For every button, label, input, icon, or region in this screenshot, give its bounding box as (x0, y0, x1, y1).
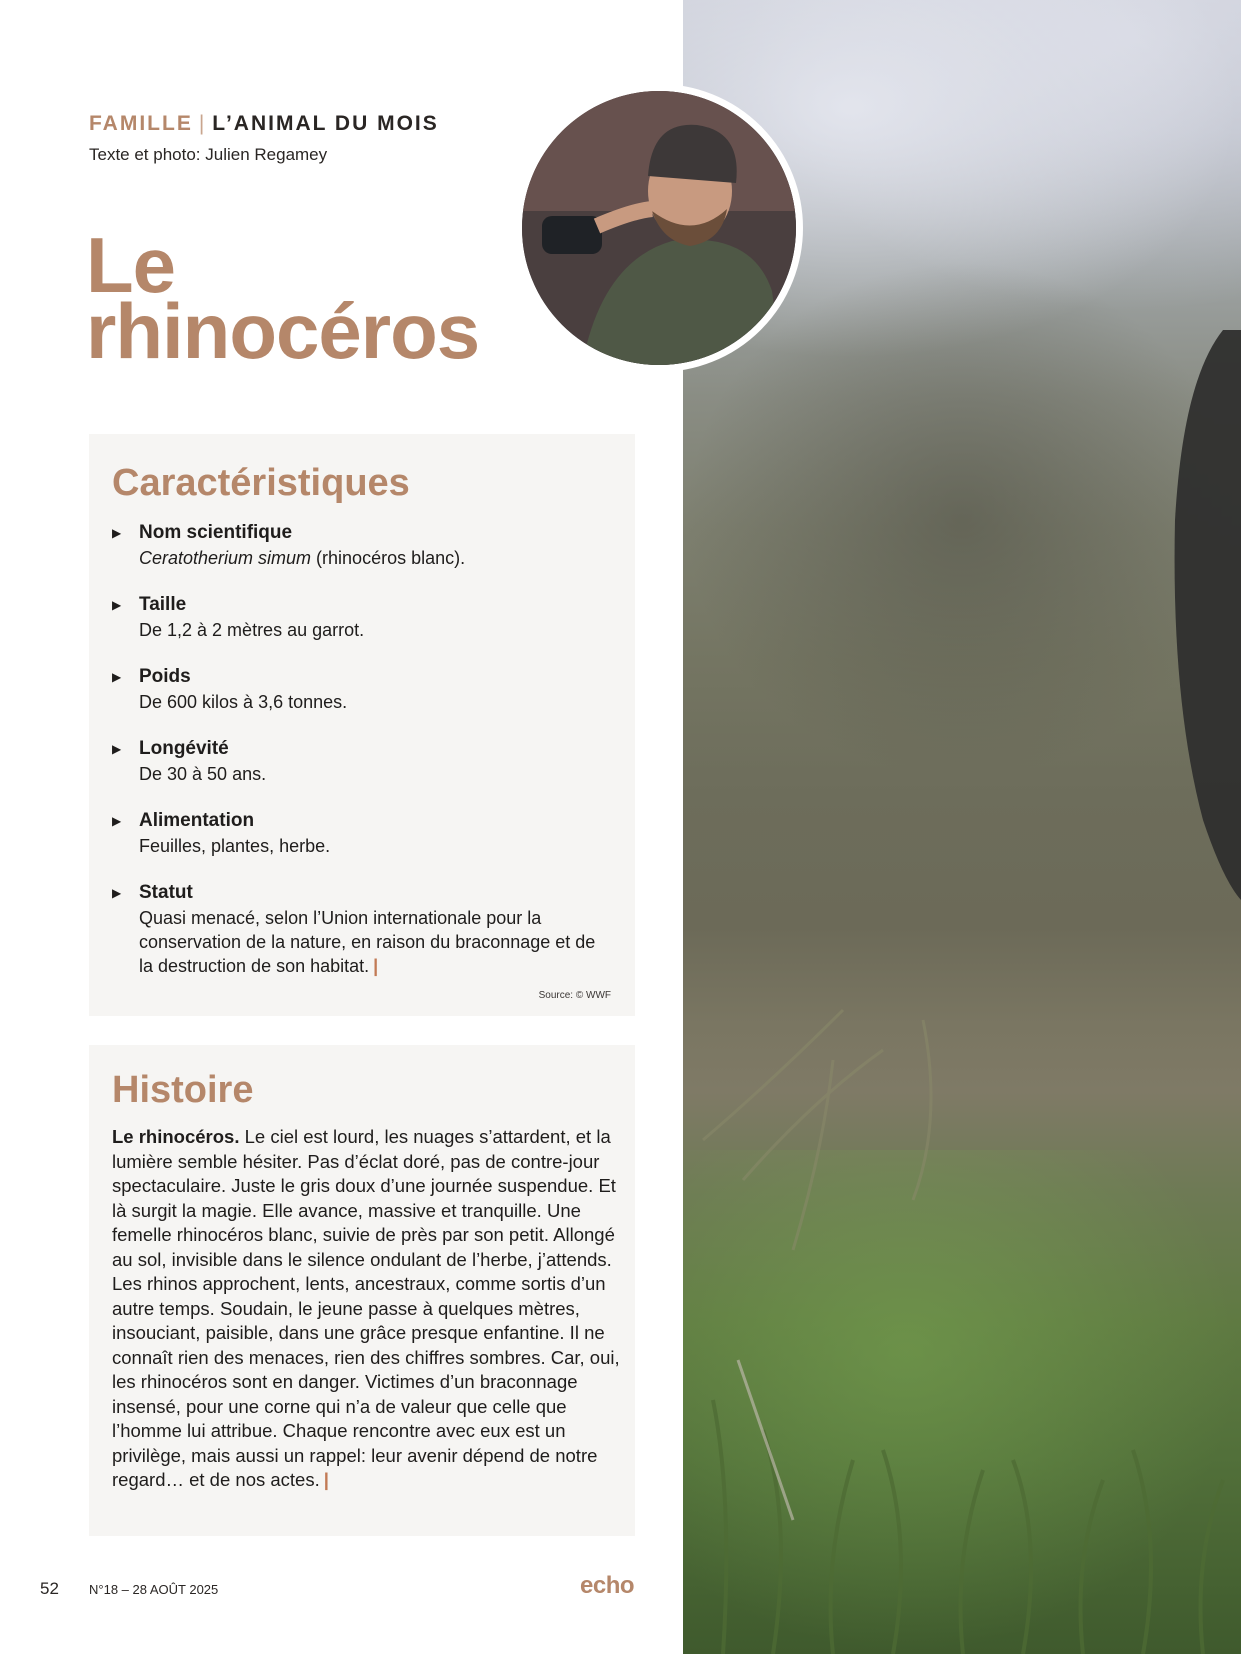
fact-text: De 600 kilos à 3,6 tonnes. (139, 692, 348, 712)
issue-info: N°18 – 28 AOÛT 2025 (89, 1582, 219, 1597)
history-text (112, 1125, 622, 1493)
fact-text-rest: (rhinocéros blanc). (311, 548, 466, 568)
fact-text: Feuilles, plantes, herbe. (139, 836, 331, 856)
source-credit: Source: © WWF (538, 990, 611, 1001)
fact-text (139, 546, 609, 570)
status-text: Quasi menacé, selon l’Union internationale pour la conservation de la nature, en raison du braconnage et de la destruction de son habitat. (139, 908, 596, 976)
section-label: FAMILLE (89, 112, 193, 135)
fact-label: Alimentation (139, 810, 255, 831)
fact-text (139, 906, 609, 978)
characteristics-heading: Caractéristiques (112, 462, 410, 504)
end-mark: | (323, 1469, 329, 1490)
page-number: 52 (40, 1579, 59, 1598)
end-mark: | (373, 956, 379, 976)
fact-label: Nom scientifique (139, 522, 293, 543)
history-body: Le ciel est lourd, les nuages s’attardent, et la lumière semble hésiter. Pas d’éclat doré, pas de contre-jour spectaculaire. Juste le gris doux d’une journée suspendue. Et là surgit la magie. Elle avance, massive et tranquille. Une femelle rhinocéros blanc, suivie de près par son petit. Allongé au sol, invisible dans le silence ondulant de l’herbe, j’attends. Les rhinos approchent, lents, ancestraux, comme sortis d’un autre temps. Soudain, le jeune passe à quelques mètres, insouciant, paisible, dans une grâce presque enfantine. Il ne connaît rien des menaces, rien des chiffres sombres. Car, oui, les rhinocéros sont en danger. Victimes d’un braconnage insensé, pour une corne qui n’a de valeur que celle que l’homme lui attribue. Chaque rencontre avec eux est un privilège, mais aussi un rappel: leur avenir dépend de notre regard… et de nos actes. (112, 1126, 620, 1490)
section-kicker (89, 112, 439, 136)
fact-label: Taille (139, 594, 187, 615)
scientific-name: Ceratotherium simum (139, 548, 312, 568)
characteristics-box (89, 434, 635, 1016)
history-box (89, 1045, 635, 1536)
echo-logo: echo (580, 1572, 635, 1599)
history-heading: Histoire (112, 1069, 254, 1111)
triangle-bullet-icon: ▶ (112, 598, 122, 612)
fact-label: Longévité (139, 738, 229, 759)
history-lead: Le rhinocéros. (112, 1126, 240, 1147)
triangle-bullet-icon: ▶ (112, 742, 122, 756)
fact-label: Poids (139, 666, 191, 687)
triangle-bullet-icon: ▶ (112, 670, 122, 684)
triangle-bullet-icon: ▶ (112, 814, 122, 828)
fact-label: Statut (139, 882, 193, 903)
kicker-separator: | (198, 112, 207, 135)
triangle-bullet-icon: ▶ (112, 526, 122, 540)
triangle-bullet-icon: ▶ (112, 886, 122, 900)
byline: Texte et photo: Julien Regamey (89, 145, 328, 164)
page-title (86, 221, 586, 375)
rubric-label: L’ANIMAL DU MOIS (212, 112, 439, 135)
title-line-2: rhinocéros (86, 287, 480, 375)
fact-text: De 30 à 50 ans. (139, 764, 267, 784)
title-line-1: Le (86, 221, 176, 309)
fact-text: De 1,2 à 2 mètres au garrot. (139, 620, 365, 640)
